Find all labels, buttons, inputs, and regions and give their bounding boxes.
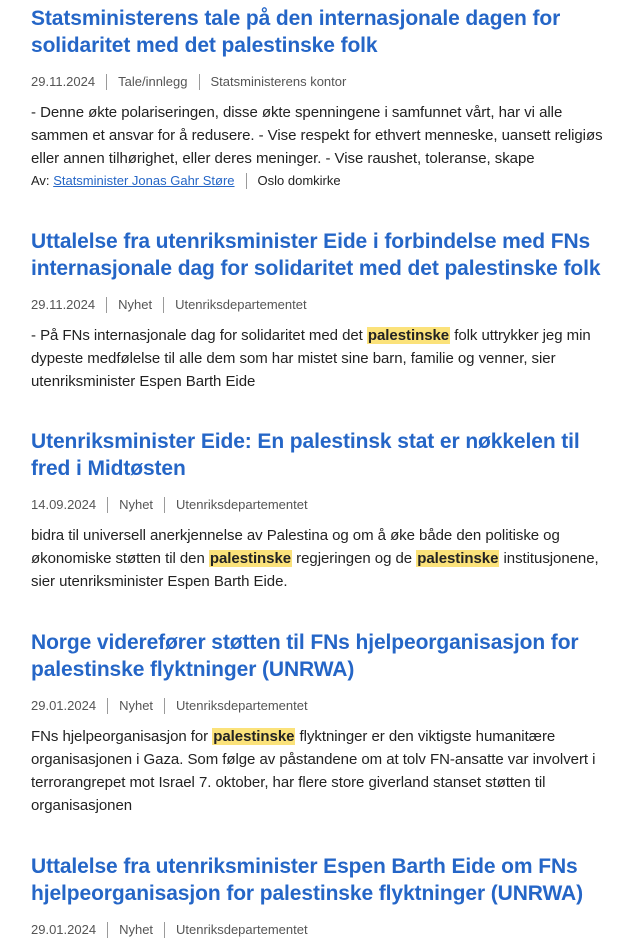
result-date: 14.09.2024 bbox=[31, 497, 97, 512]
search-result bbox=[31, 228, 615, 393]
meta-divider bbox=[164, 922, 165, 938]
highlighted-term: palestinske bbox=[213, 728, 295, 745]
highlighted-term: palestinske bbox=[209, 550, 292, 567]
search-result bbox=[31, 629, 615, 817]
result-title-link[interactable]: Statsministerens tale på den internasjonale dagen for solidaritet med det palestinske folk bbox=[31, 7, 561, 57]
meta-divider bbox=[106, 74, 107, 90]
result-type: Nyhet bbox=[119, 922, 154, 937]
meta-divider bbox=[107, 698, 108, 714]
byline-prefix: Av: bbox=[31, 173, 50, 188]
result-meta bbox=[31, 496, 615, 514]
search-result bbox=[31, 428, 615, 593]
result-type: Nyhet bbox=[119, 698, 154, 713]
snippet-text: institusjonene, sier utenriksminister Espen Barth Eide. bbox=[31, 550, 599, 590]
highlighted-term: palestinske bbox=[367, 327, 450, 344]
result-meta bbox=[31, 296, 615, 314]
snippet-text: folk uttrykker jeg min dypeste medfølelse til alle dem som har mistet sine barn, familie og venner, sier utenriksminister Espen Barth Eide bbox=[31, 327, 591, 390]
result-snippet bbox=[31, 324, 615, 393]
result-type: Nyhet bbox=[118, 297, 153, 312]
result-type: Tale/innlegg bbox=[118, 74, 188, 89]
result-meta bbox=[31, 697, 615, 715]
result-date: 29.01.2024 bbox=[31, 698, 97, 713]
search-result bbox=[31, 853, 615, 939]
result-title-link[interactable]: Uttalelse fra utenriksminister Espen Barth Eide om FNs hjelpeorganisasjon for palestinske flyktninger (UNRWA) bbox=[31, 855, 583, 905]
highlighted-term: palestinske bbox=[417, 550, 499, 567]
meta-divider bbox=[107, 922, 108, 938]
result-byline bbox=[31, 172, 615, 190]
snippet-text: flyktninger er den viktigste humanitære organisasjonen i Gaza. Som følge av påstandene om at tolv FN-ansatte var involvert i terrorangrepet mot Israel 7. oktober, har flere store giverland stanset støtten til organisasjonen bbox=[31, 728, 596, 814]
result-meta bbox=[31, 73, 615, 91]
result-title-link[interactable]: Uttalelse fra utenriksminister Eide i forbindelse med FNs internasjonale dag for solidaritet med det palestinske folk bbox=[31, 230, 601, 280]
result-snippet bbox=[31, 725, 615, 817]
meta-divider bbox=[107, 497, 108, 513]
snippet-text: FNs hjelpeorganisasjon for bbox=[31, 728, 213, 745]
snippet-text: - På FNs internasjonale dag for solidaritet med det bbox=[31, 327, 367, 344]
result-department: Utenriksdepartementet bbox=[176, 922, 308, 937]
meta-divider bbox=[199, 74, 200, 90]
snippet-text: bidra til universell anerkjennelse av Palestina og om å øke både den politiske og økonomiske støtten til den bbox=[31, 527, 560, 567]
byline-author-link[interactable]: Statsminister Jonas Gahr Støre bbox=[53, 173, 235, 188]
snippet-text: - Denne økte polariseringen, disse økte spenningene i samfunnet vårt, har vi alle sammen et ansvar for å redusere. - Vise respekt for ethvert menneske, uansett religiøs eller annen tilhørighet, eller deres meninger. - Vise raushet, toleranse, skape bbox=[31, 104, 603, 167]
result-snippet bbox=[31, 101, 615, 170]
byline-place: Oslo domkirke bbox=[257, 173, 341, 188]
result-date: 29.11.2024 bbox=[31, 74, 96, 89]
search-result bbox=[31, 5, 615, 190]
meta-divider bbox=[164, 497, 165, 513]
meta-divider bbox=[163, 297, 164, 313]
result-department: Utenriksdepartementet bbox=[175, 297, 307, 312]
result-department: Utenriksdepartementet bbox=[176, 497, 308, 512]
result-department: Statsministerens kontor bbox=[210, 74, 347, 89]
result-type: Nyhet bbox=[119, 497, 154, 512]
byline-divider bbox=[246, 173, 247, 189]
result-date: 29.01.2024 bbox=[31, 922, 97, 937]
result-meta bbox=[31, 921, 615, 939]
result-title-link[interactable]: Utenriksminister Eide: En palestinsk stat er nøkkelen til fred i Midtøsten bbox=[31, 430, 580, 480]
meta-divider bbox=[164, 698, 165, 714]
result-snippet bbox=[31, 524, 615, 593]
snippet-text: regjeringen og de bbox=[292, 550, 417, 567]
result-department: Utenriksdepartementet bbox=[176, 698, 308, 713]
result-date: 29.11.2024 bbox=[31, 297, 96, 312]
meta-divider bbox=[106, 297, 107, 313]
result-title-link[interactable]: Norge viderefører støtten til FNs hjelpeorganisasjon for palestinske flyktninger (UNRWA) bbox=[31, 631, 579, 681]
